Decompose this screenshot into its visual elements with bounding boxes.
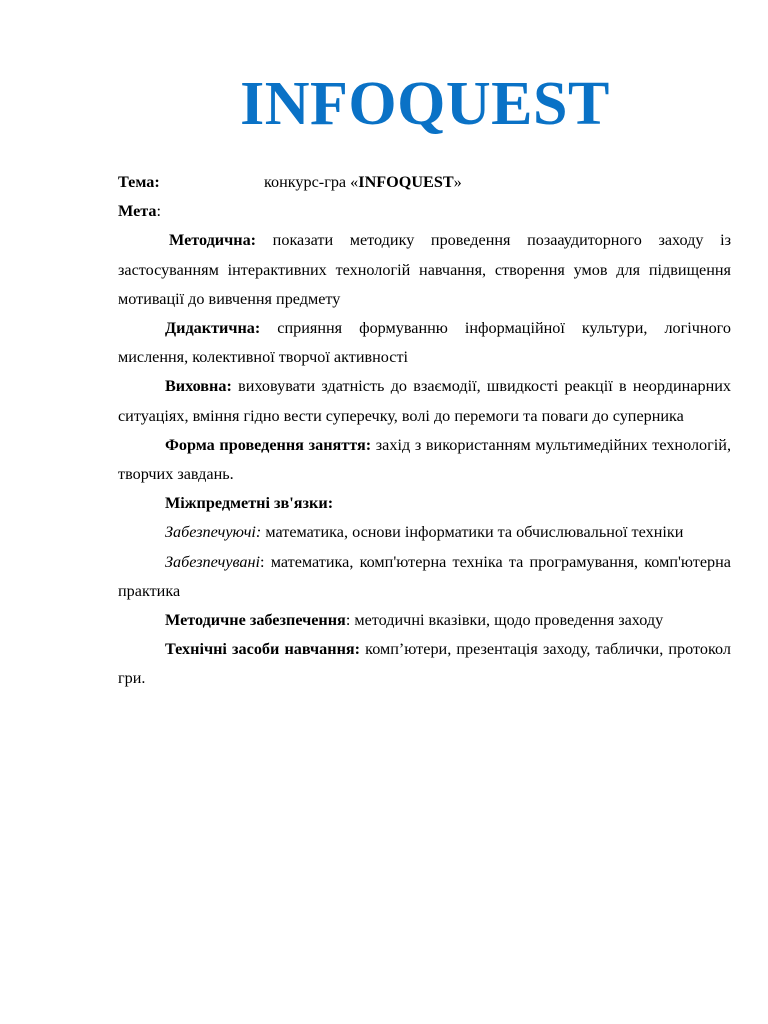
lesson-form-label: Форма проведення заняття:: [165, 435, 372, 454]
goal-educational-label: Виховна:: [165, 377, 232, 396]
goal-didactic-text: сприяння формуванню інформаційної культури, логічного мислення, колективної творчої активності: [118, 319, 731, 367]
goal-educational-text: виховувати здатність до взаємодії, швидкості реакції в неординарних ситуаціях, вміння гідно вести суперечку, волі до перемоги та поваги до суперника: [118, 377, 731, 425]
providing-subjects: [118, 518, 731, 547]
goal-line: [118, 197, 731, 226]
document-body: [118, 168, 731, 694]
providing-subjects-text: математика, основи інформатики та обчислювальної техніки: [261, 523, 684, 542]
goal-methodical: [118, 226, 731, 314]
provided-subjects-text: : математика, комп'ютерна техніка та програмування, комп'ютерна практика: [118, 552, 731, 600]
page-title: INFOQUEST: [240, 70, 610, 138]
methodical-support: [118, 606, 731, 635]
topic-name: INFOQUEST: [358, 173, 454, 191]
goal-educational: [118, 372, 731, 430]
topic-label: Тема:: [118, 173, 160, 191]
topic-suffix: »: [453, 173, 462, 191]
methodical-support-label: Методичне забезпечення: [165, 611, 346, 630]
methodical-support-text: : методичні вказівки, щодо проведення заходу: [345, 611, 664, 630]
goal-methodical-text: показати методику проведення позааудиторного заходу із застосуванням інтерактивних технологій навчання, створення умов для підвищення мотивації до вивчення предмету: [118, 231, 731, 308]
provided-subjects: [118, 548, 731, 606]
providing-subjects-label: Забезпечуючі:: [165, 523, 262, 542]
goal-didactic: [118, 314, 731, 372]
technical-means-label: Технічні засоби навчання:: [165, 640, 361, 659]
provided-subjects-label: Забезпечувані: [165, 552, 261, 571]
lesson-form: [118, 431, 731, 489]
technical-means: [118, 635, 731, 693]
goal-colon: :: [156, 202, 161, 221]
topic-line: [118, 168, 731, 197]
goal-methodical-label: Методична:: [169, 231, 257, 250]
topic-prefix: конкурс-гра «: [264, 173, 359, 191]
goal-didactic-label: Дидактична:: [165, 319, 261, 338]
interdisciplinary-links-label: Міжпредметні зв'язки:: [165, 494, 334, 513]
goal-label: Мета: [118, 202, 157, 221]
interdisciplinary-links: [118, 489, 731, 518]
technical-means-text: комп’ютери, презентація заходу, таблички, протокол гри.: [118, 640, 731, 688]
lesson-form-text: захід з використанням мультимедійних технологій, творчих завдань.: [118, 435, 731, 484]
